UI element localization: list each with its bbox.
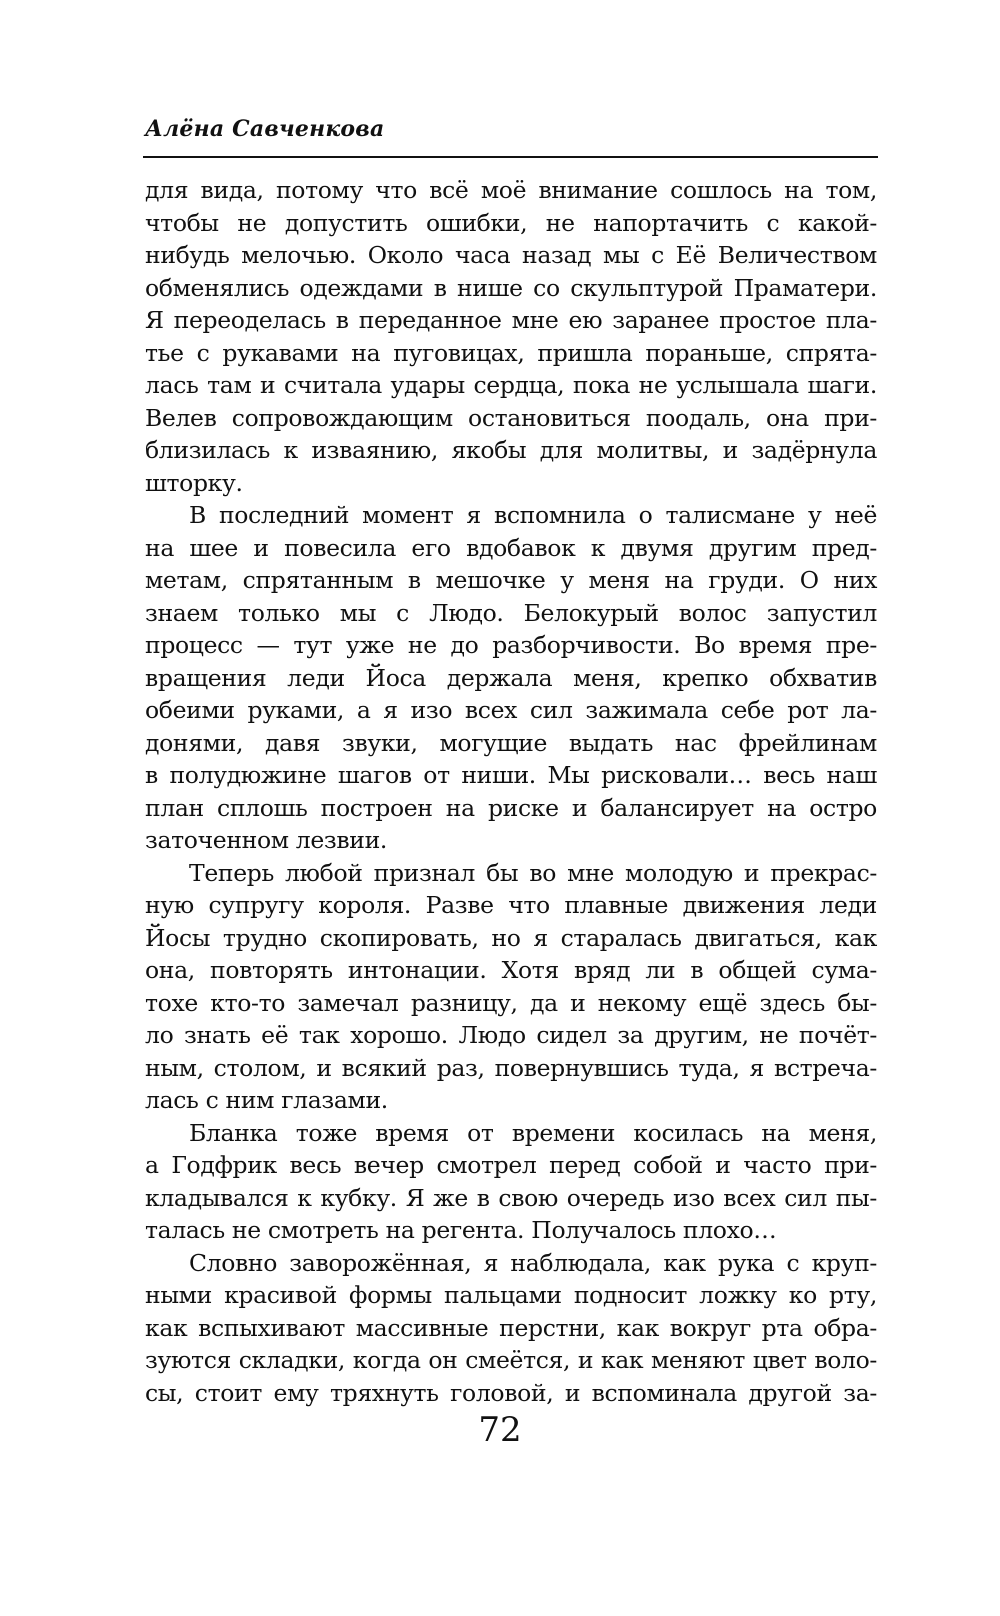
- text-line: зуются складки, когда он смеётся, и как меняют цвет воло-: [145, 1346, 877, 1374]
- text-line: Я переоделась в переданное мне ею заранее простое пла-: [145, 306, 877, 334]
- text-line: процесс — тут уже не до разборчивости. Во время пре-: [145, 631, 877, 659]
- text-line: на шее и повесила его вдобавок к двумя другим пред-: [145, 533, 877, 562]
- paragraph: [145, 499, 877, 857]
- paragraph: [145, 174, 877, 499]
- text-line: как вспыхивают массивные перстни, как вокруг рта обра-: [145, 1313, 877, 1342]
- text-line: лась там и считала удары сердца, пока не услышала шаги.: [145, 371, 877, 399]
- text-line: шторку.: [145, 468, 243, 497]
- text-line: в полудюжине шагов от ниши. Мы рисковали… весь наш: [145, 761, 877, 789]
- text-line: чтобы не допустить ошибки, не напортачить с какой-: [145, 208, 877, 237]
- text-line: заточенном лезвии.: [145, 826, 388, 854]
- text-line: обеими руками, а я изо всех сил зажимала себе рот ла-: [145, 696, 877, 724]
- page-number: 72: [478, 1410, 522, 1450]
- text-line: близилась к изваянию, якобы для молитвы, и задёрнула: [145, 436, 877, 464]
- text-line: вращения леди Йоса держала меня, крепко обхватив: [145, 663, 877, 692]
- paragraph: [145, 857, 877, 1117]
- text-line: обменялись одеждами в нише со скульптурой Праматери.: [145, 273, 877, 302]
- running-header: [143, 112, 878, 158]
- text-line: для вида, потому что всё моё внимание сошлось на том,: [145, 176, 877, 204]
- text-line: сы, стоит ему тряхнуть головой, и вспоминала другой за-: [145, 1378, 877, 1407]
- paragraph: [145, 1117, 877, 1247]
- text-line: кладывался к кубку. Я же в свою очередь изо всех сил пы-: [145, 1183, 877, 1212]
- text-line: Теперь любой признал бы во мне молодую и прекрас-: [189, 858, 877, 887]
- text-line: знаем только мы с Людо. Белокурый волос запустил: [145, 598, 877, 627]
- text-line: ным, столом, и всякий раз, повернувшись туда, я встреча-: [145, 1053, 877, 1082]
- text-line: В последний момент я вспомнила о талисмане у неё: [189, 501, 877, 529]
- text-line: Бланка тоже время от времени косилась на меня,: [189, 1118, 877, 1147]
- text-line: тье с рукавами на пуговицах, пришла пораньше, спрята-: [145, 338, 877, 367]
- text-line: лась с ним глазами.: [145, 1086, 388, 1114]
- paragraph: [145, 1247, 877, 1410]
- author-name: Алёна Савченкова: [145, 116, 385, 142]
- text-line: метам, спрятанным в мешочке у меня на груди. О них: [145, 566, 877, 594]
- text-line: а Годфрик весь вечер смотрел перед собой и часто при-: [145, 1151, 877, 1179]
- text-line: донями, давя звуки, могущие выдать нас фрейлинам: [145, 728, 877, 757]
- text-line: Йосы трудно скопировать, но я старалась двигаться, как: [145, 923, 877, 952]
- text-line: ло знать её так хорошо. Людо сидел за другим, не почёт-: [145, 1021, 877, 1049]
- text-line: ную супругу короля. Разве что плавные движения леди: [145, 891, 877, 919]
- text-line: план сплошь построен на риске и балансирует на остро: [145, 793, 877, 822]
- text-line: нибудь мелочью. Около часа назад мы с Её Величеством: [145, 241, 877, 269]
- text-line: тохе кто-то замечал разницу, да и некому ещё здесь бы-: [145, 988, 877, 1017]
- page-body-text: [145, 174, 877, 1409]
- text-line: талась не смотреть на регента. Получалось плохо…: [145, 1216, 777, 1244]
- text-line: ными красивой формы пальцами подносит ложку ко рту,: [145, 1281, 877, 1309]
- text-line: она, повторять интонации. Хотя вряд ли в общей сума-: [145, 956, 877, 984]
- text-line: Словно заворожённая, я наблюдала, как рука с круп-: [189, 1248, 877, 1277]
- text-line: Велев сопровождающим остановиться поодаль, она при-: [145, 403, 877, 432]
